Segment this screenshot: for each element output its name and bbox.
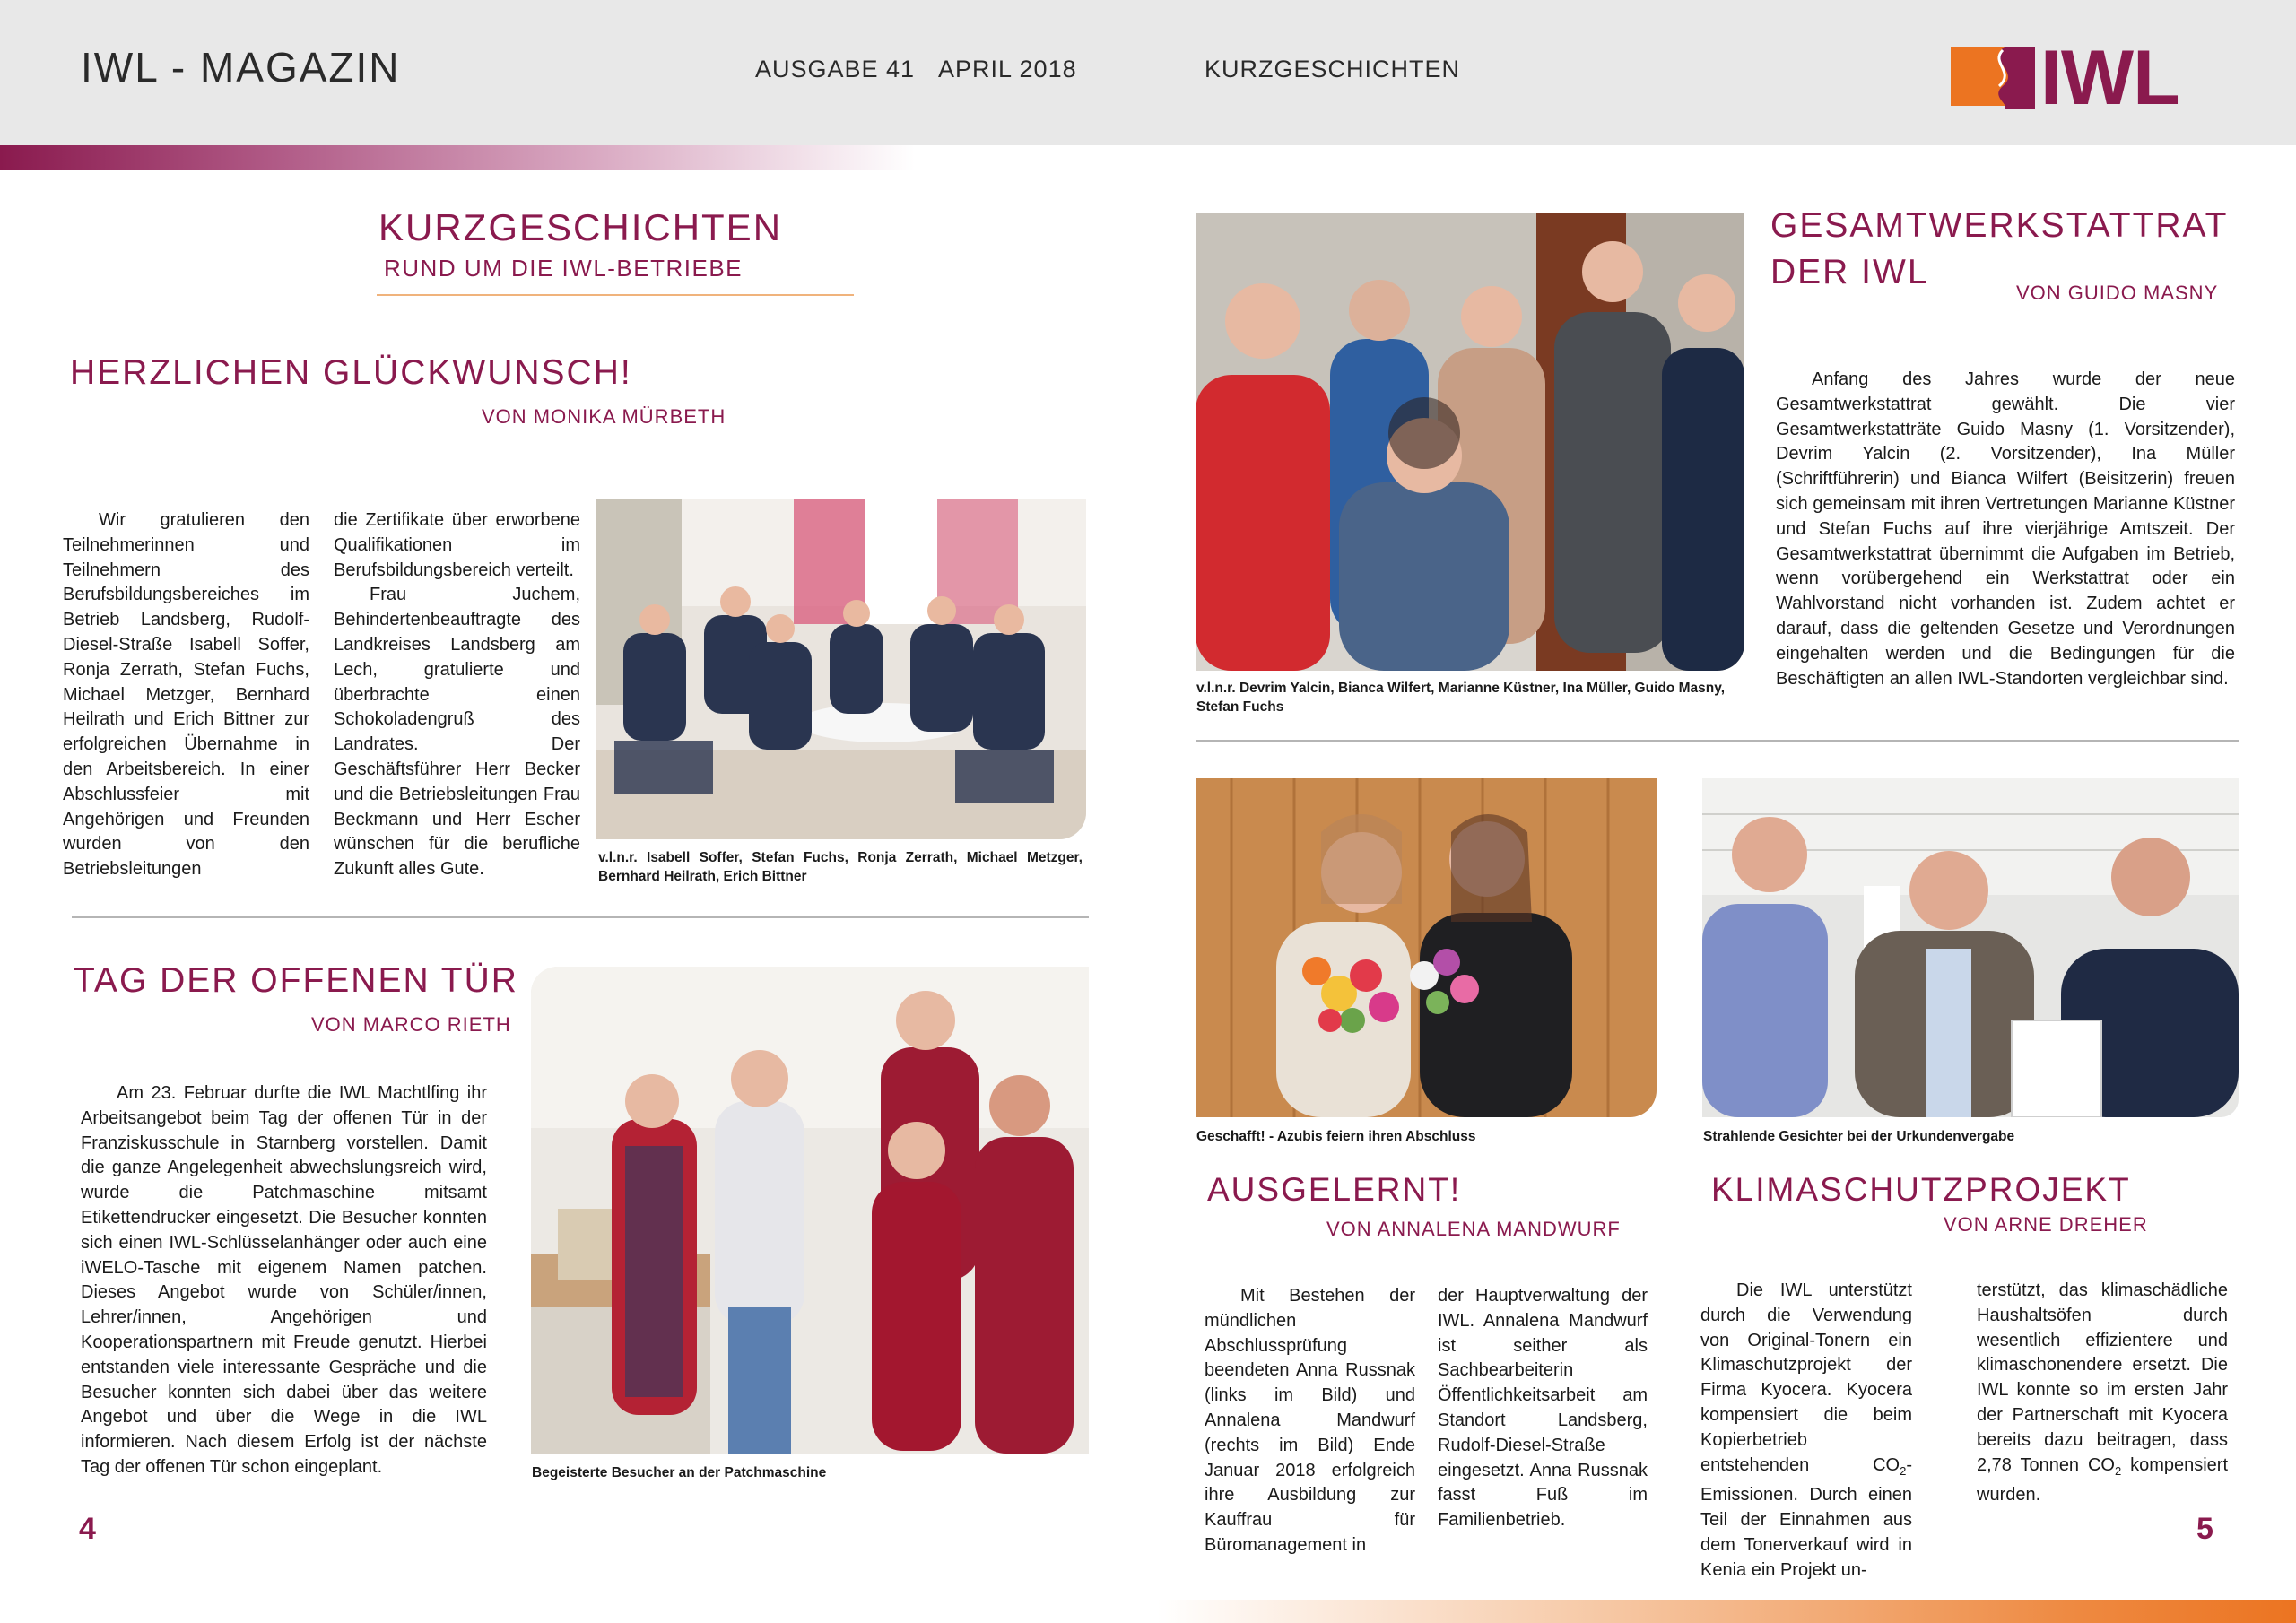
klimaschutz-caption: Strahlende Gesichter bei der Urkundenvergabe (1703, 1129, 2015, 1144)
co2-subscript-2: 2 (2114, 1463, 2122, 1478)
glueckwunsch-col1-text: Wir gratulieren den Teilnehmerinnen und Teilnehmern des Berufsbildungsbereiches im Betrieb Landsberg, Rudolf-Diesel-Straße Isabell Soffer, Ronja Zerrath, Stefan Fuchs, Michael Metzger, Bernhard Heilrath und Erich Bittner zur erfolgreichen Übernahme in den Arbeitsbereich. In einer Abschlussfeier mit Angehörigen und Freunden wurden von den Betriebsleitungen (63, 510, 309, 880)
section-subtitle: RUND UM DIE IWL-BETRIEBE (384, 255, 744, 282)
header-gradient-band (0, 145, 915, 170)
photo-apprentices-flowers (1196, 778, 1657, 1117)
klimaschutz-col1-part-a: Die IWL unterstützt durch die Verwendung von Original-Tonern ein Klimaschutzprojekt der Firma Kyocera. Kyocera kompensiert die beim Kopierbetrieb entstehenden CO (1700, 1280, 1912, 1475)
offene-tuer-caption: Begeisterte Besucher an der Patchmaschine (532, 1465, 827, 1480)
klimaschutz-col1 (1700, 1279, 1912, 1584)
section-title-rule (377, 294, 854, 296)
glueckwunsch-byline: VON MONIKA MÜRBETH (482, 405, 726, 428)
photo-works-council-group (1196, 213, 1744, 671)
photo-certificate-handover (1702, 778, 2239, 1117)
logo-swoosh-icon (1951, 45, 2035, 109)
glueckwunsch-col2-text-a: die Zertifikate über erworbene Qualifikationen im Berufsbildungsbereich verteilt. (334, 510, 580, 580)
glueckwunsch-caption: v.l.n.r. Isabell Soffer, Stefan Fuchs, Ronja Zerrath, Michael Metzger, Bernhard Heilrath, Erich Bittner (598, 850, 1083, 884)
klimaschutz-col1-text (1700, 1279, 1912, 1584)
offene-tuer-text-block (81, 1081, 487, 1480)
glueckwunsch-title: HERZLICHEN GLÜCKWUNSCH! (70, 353, 632, 392)
glueckwunsch-col1 (63, 508, 309, 882)
header-section: KURZGESCHICHTEN (1205, 56, 1461, 82)
offene-tuer-title: TAG DER OFFENEN TÜR (74, 961, 518, 1000)
klimaschutz-col2 (1977, 1279, 2228, 1508)
magazine-title: IWL - MAGAZIN (81, 44, 401, 91)
klimaschutz-byline: VON ARNE DREHER (1944, 1213, 2148, 1236)
page-number-left: 4 (79, 1512, 96, 1546)
offene-tuer-text: Am 23. Februar durfte die IWL Machtlfing ihr Arbeitsangebot beim Tag der offenen Tür in der Franziskusschule in Starnberg vorstellen. Damit die ganze Angelegenheit abwechslungsreich wird, wurde die Patchmaschine mitsamt Etikettendrucker eingesetzt. Die Besucher konnten sich einen IWL-Schlüsselanhänger oder auch eine iWELO-Tasche mit eigenem Namen patchen. Dieses Angebot wurde von Schüler/innen, Lehrer/innen, Angehörigen und Kooperationspartnern mit Freude genutzt. Hierbei entstanden viele interessante Gespräche und die Besucher konnten sich dabei über das weitere Angebot und über die Wege in die IWL informieren. Nach diesem Erfolg ist der nächste Tag der offenen Tür schon eingeplant. (81, 1083, 487, 1477)
klimaschutz-col2-part-a: terstützt, das klimaschädliche Haushaltsöfen durch wesentlich effizientere und klimaschonendere ersetzt. Die IWL konnte so im ersten Jahr der Partnerschaft mit Kyocera bereits dazu beitragen, dass 2,78 Tonnen CO (1977, 1280, 2228, 1475)
iwl-logo (1951, 35, 2215, 121)
klimaschutz-col2-part-b: kompensiert wurden. (1977, 1454, 2229, 1506)
section-title: KURZGESCHICHTEN (378, 206, 783, 248)
glueckwunsch-col2 (334, 508, 580, 882)
glueckwunsch-col2-text-b: Frau Juchem, Behindertenbeauftragte des Landkreises Landsberg am Lech, gratulierte und überbrachte einen Schokoladengruß des Landrates. Der Geschäftsführer Herr Becker und die Betriebsleitungen Frau Beckmann und Herr Escher wünschen für die berufliche Zukunft alles Gute. (334, 585, 580, 880)
klimaschutz-title: KLIMASCHUTZPROJEKT (1711, 1171, 2131, 1208)
issue-date: APRIL 2018 (938, 56, 1077, 82)
werkstattrat-title-line2: DER IWL (1770, 253, 1929, 291)
footer-gradient-band (1157, 1600, 2296, 1623)
logo-text: IWL (2040, 35, 2179, 121)
klimaschutz-col1-part-b: -Emissionen. Durch einen Teil der Einnahmen aus dem Tonerverkauf wird in Kenia ein Projekt un- (1700, 1454, 1912, 1580)
werkstattrat-caption: v.l.n.r. Devrim Yalcin, Bianca Wilfert, Marianne Küstner, Ina Müller, Guido Masny, Stefan Fuchs (1196, 681, 1726, 715)
ausgelernt-col1 (1205, 1284, 1415, 1558)
photo-graduates-celebrating (596, 499, 1086, 839)
ausgelernt-col2 (1438, 1284, 1648, 1533)
ausgelernt-title: AUSGELERNT! (1207, 1171, 1462, 1208)
ausgelernt-caption: Geschafft! - Azubis feiern ihren Abschluss (1196, 1129, 1476, 1144)
ausgelernt-col1-text: Mit Bestehen der mündlichen Abschlussprüfung beendeten Anna Russnak (links im Bild) und Annalena Mandwurf (rechts im Bild) Ende Januar 2018 erfolgreich ihre Ausbildung zur Kauffrau für Büromanagement in (1205, 1286, 1415, 1555)
issue-number: AUSGABE 41 (755, 56, 916, 82)
ausgelernt-col2-text: der Hauptverwaltung der IWL. Annalena Mandwurf ist seither als Sachbearbeiterin Öffentlichkeitsarbeit am Standort Landsberg, Rudolf-Diesel-Straße eingesetzt. Anna Russnak fasst Fuß im Familienbetrieb. (1438, 1286, 1648, 1531)
werkstattrat-text-block (1776, 368, 2235, 691)
co2-subscript: 2 (1900, 1463, 1907, 1478)
left-divider (72, 916, 1089, 918)
klimaschutz-col2-text (1977, 1279, 2228, 1508)
werkstattrat-title-line1: GESAMTWERKSTATTRAT (1770, 206, 2229, 245)
werkstattrat-byline: VON GUIDO MASNY (2016, 282, 2219, 304)
werkstattrat-text: Anfang des Jahres wurde der neue Gesamtwerkstattrat gewählt. Die vier Gesamtwerkstatträte Guido Masny (1. Vorsitzender), Devrim Yalcin (2. Vorsitzender), Ina Müller (Schriftführerin) und Bianca Wilfert (Beisitzerin) freuen sich gemeinsam mit ihren Vertretungen Marianne Küstner und Stefan Fuchs auf ihre vierjährige Amtszeit. Der Gesamtwerkstattrat übernimmt die Aufgaben im Betrieb, wenn vorübergehend ein Werkstattrat oder ein Wahlvorstand nicht vorhanden ist. Zudem achtet er darauf, dass die geltenden Gesetze und Verordnungen eingehalten werden und die Bedingungen für die Beschäftigten an allen IWL-Standorten vergleichbar sind. (1776, 369, 2235, 689)
offene-tuer-byline: VON MARCO RIETH (311, 1013, 511, 1036)
photo-patch-machine-visitors (531, 967, 1089, 1454)
ausgelernt-byline: VON ANNALENA MANDWURF (1326, 1218, 1621, 1240)
right-divider (1196, 740, 2239, 742)
page-number-right: 5 (2196, 1512, 2213, 1546)
